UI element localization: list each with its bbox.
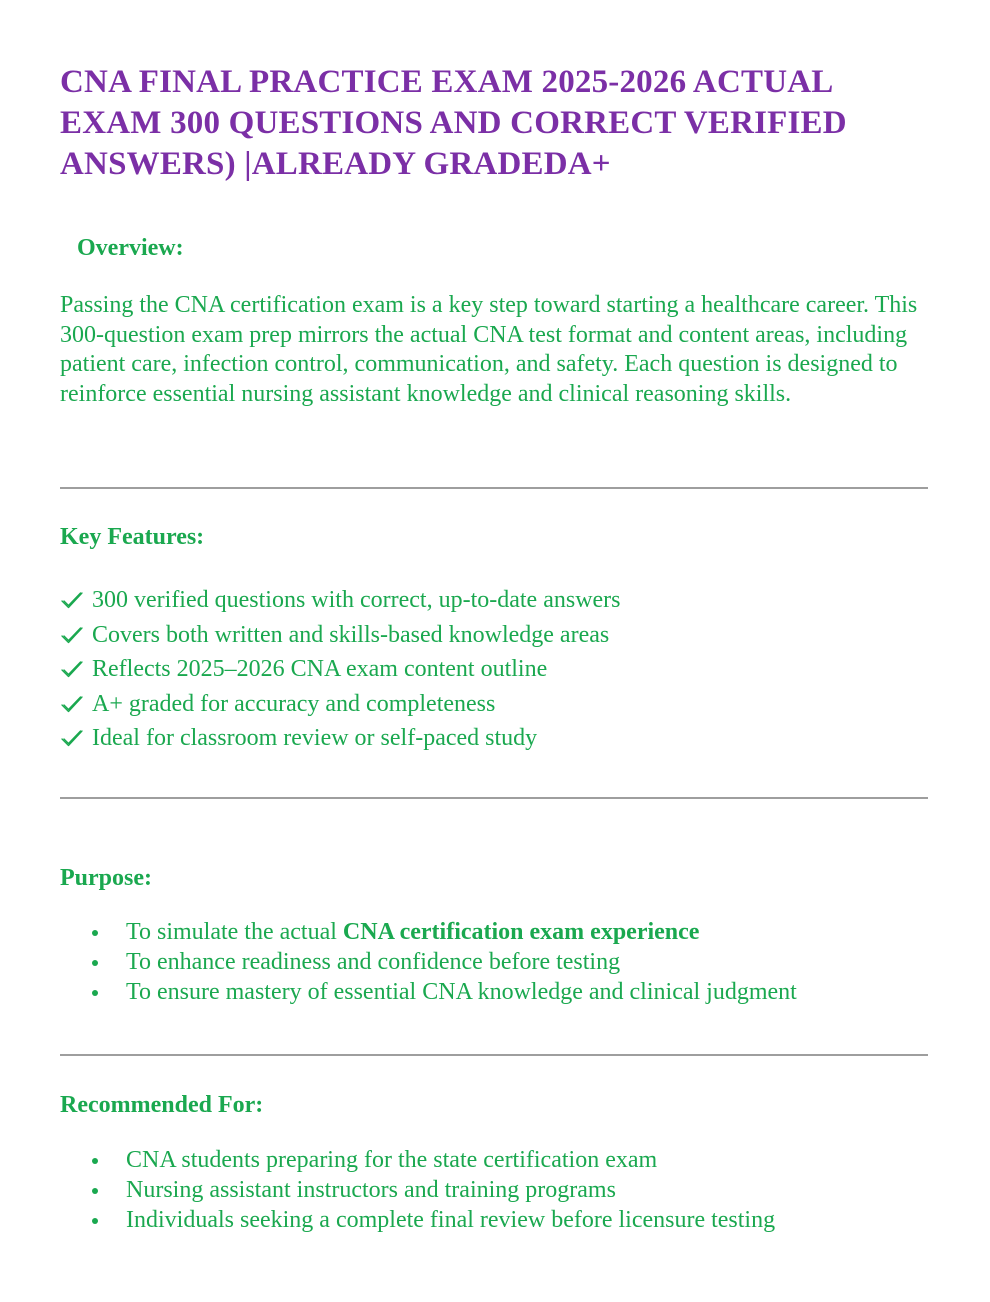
list-item — [60, 583, 940, 618]
list-item — [60, 1145, 940, 1175]
list-item — [60, 1205, 940, 1235]
key-features-list — [60, 583, 940, 756]
list-item — [60, 947, 940, 977]
divider — [60, 797, 928, 799]
recommended-text: Individuals seeking a complete final review before licensure testing — [126, 1207, 776, 1233]
purpose-list — [60, 917, 940, 1007]
list-item — [60, 652, 940, 687]
recommended-text: Nursing assistant instructors and training programs — [126, 1177, 616, 1203]
bullet-icon — [92, 990, 98, 996]
feature-text: 300 verified questions with correct, up-to-date answers — [92, 587, 621, 613]
list-item — [60, 721, 940, 756]
list-item — [60, 1175, 940, 1205]
bullet-icon — [92, 960, 98, 966]
purpose-text: To simulate the actual — [126, 919, 343, 945]
recommended-for-heading: Recommended For: — [60, 1092, 264, 1118]
overview-heading: Overview: — [77, 235, 184, 261]
feature-text: Covers both written and skills-based knowledge areas — [92, 621, 610, 648]
check-icon — [60, 726, 84, 750]
check-icon — [60, 588, 84, 612]
feature-text: Reflects 2025–2026 CNA exam content outline — [92, 656, 548, 682]
check-icon — [60, 692, 84, 716]
feature-text: A+ graded for accuracy and completeness — [92, 690, 496, 717]
bullet-icon — [92, 1188, 98, 1194]
overview-text: Passing the CNA certification exam is a key step toward starting a healthcare career. This 300-question exam prep mirrors the actual CNA test format and content areas, including patient care, infection control, communication, and safety. Each question is designed to reinforce essential nursing assistant knowledge and clinical reasoning skills. — [60, 292, 918, 407]
check-icon — [60, 623, 84, 647]
check-icon — [60, 657, 84, 681]
recommended-text: CNA students preparing for the state certification exam — [126, 1147, 658, 1173]
purpose-text-bold: CNA certification exam experience — [342, 919, 700, 945]
feature-text: Ideal for classroom review or self-paced study — [92, 725, 538, 751]
list-item — [60, 618, 940, 653]
bullet-icon — [92, 1218, 98, 1224]
purpose-heading: Purpose: — [60, 865, 152, 891]
list-item — [60, 917, 940, 947]
bullet-icon — [92, 930, 98, 936]
divider — [60, 1054, 928, 1056]
key-features-heading: Key Features: — [60, 524, 205, 550]
document-title: CNA FINAL PRACTICE EXAM 2025-2026 ACTUAL EXAM 300 QUESTIONS AND CORRECT VERIFIED ANSWERS) |ALREADY GRADEDA+ — [60, 64, 847, 182]
recommended-for-list — [60, 1145, 940, 1235]
list-item — [60, 977, 940, 1007]
bullet-icon — [92, 1158, 98, 1164]
purpose-text: To ensure mastery of essential CNA knowledge and clinical judgment — [126, 979, 797, 1005]
divider — [60, 487, 928, 489]
list-item — [60, 687, 940, 722]
purpose-text: To enhance readiness and confidence before testing — [126, 949, 621, 975]
